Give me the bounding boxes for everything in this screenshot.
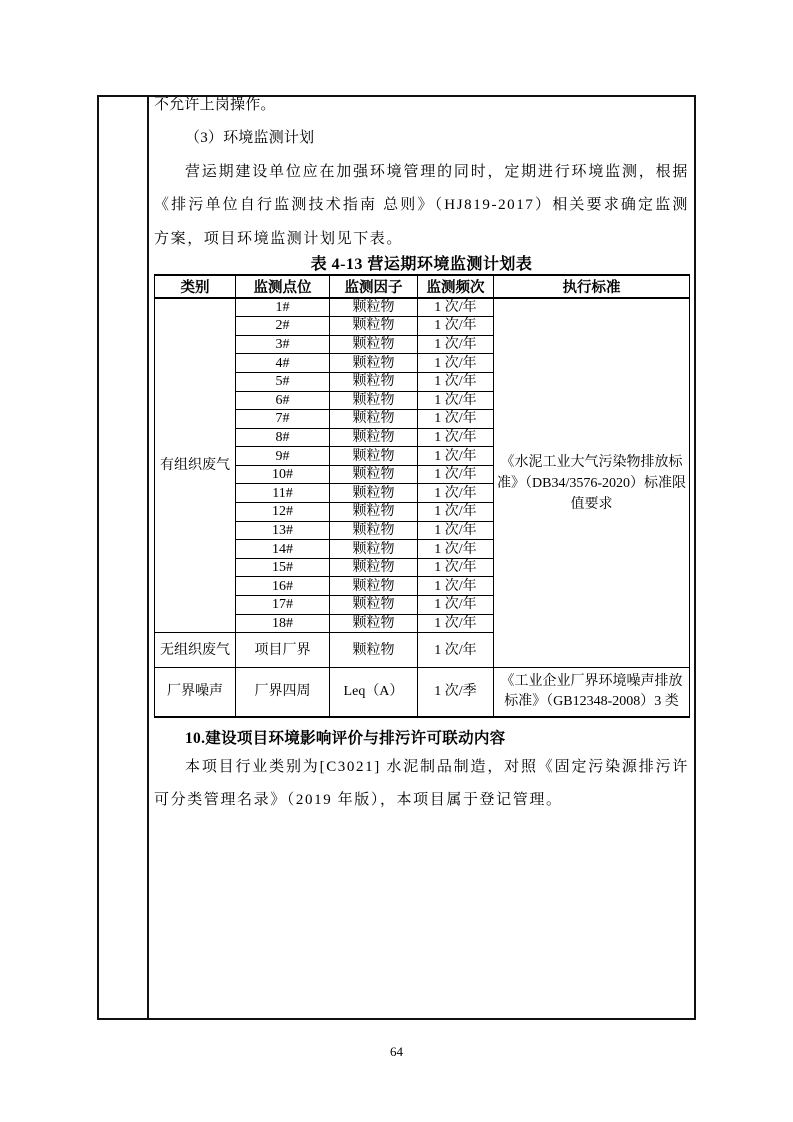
organized-gas-row (155, 298, 690, 317)
monitor-frequency-cell: 1 次/年 (418, 521, 494, 540)
table-header-row (155, 275, 690, 298)
header-factor: 监测因子 (330, 275, 418, 298)
form-left-column (99, 97, 149, 1018)
monitor-point-cell: 18# (236, 614, 330, 633)
monitor-point-cell: 10# (236, 465, 330, 484)
monitor-point-cell: 16# (236, 577, 330, 596)
monitor-frequency-cell: 1 次/年 (418, 372, 494, 391)
monitor-factor-cell: 颗粒物 (330, 317, 418, 336)
standard-air-cell: 《水泥工业大气污染物排放标准》（DB34/3576-2020）标准限值要求 (494, 298, 690, 668)
monitor-factor-cell: 颗粒物 (330, 298, 418, 317)
monitor-frequency-cell: 1 次/年 (418, 465, 494, 484)
paragraph-monitoring-plan: 营运期建设单位应在加强环境管理的同时，定期进行环境监测，根据《排污单位自行监测技术指南 总则》（HJ819-2017）相关要求确定监测方案，项目环境监测计划见下表。 (154, 163, 689, 247)
table-title: 表 4-13 营运期环境监测计划表 (310, 256, 533, 274)
category-organized-gas: 有组织废气 (155, 298, 236, 633)
boundary-noise-row (155, 668, 690, 717)
monitor-point-cell: 8# (236, 428, 330, 447)
monitor-factor-cell: 颗粒物 (330, 465, 418, 484)
monitor-factor-cell: 颗粒物 (330, 596, 418, 615)
report-form-frame (97, 95, 696, 1020)
monitor-factor-cell: 颗粒物 (330, 484, 418, 503)
monitor-point-cell: 15# (236, 558, 330, 577)
monitor-factor-cell: 颗粒物 (330, 614, 418, 633)
monitor-point-cell: 17# (236, 596, 330, 615)
section-10-paragraph: 本项目行业类别为[C3021] 水泥制品制造，对照《固定污染源排污许可分类管理名录》（2019 年版），本项目属于登记管理。 (154, 758, 689, 809)
monitor-frequency-cell: 1 次/年 (418, 577, 494, 596)
header-frequency: 监测频次 (418, 275, 494, 298)
monitor-frequency-cell: 1 次/年 (418, 558, 494, 577)
monitor-frequency-cell: 1 次/年 (418, 503, 494, 522)
monitor-factor-cell: 颗粒物 (330, 391, 418, 410)
header-category: 类别 (155, 275, 236, 298)
monitor-frequency-cell: 1 次/年 (418, 391, 494, 410)
monitor-factor-cell: 颗粒物 (330, 503, 418, 522)
monitor-point-cell: 13# (236, 521, 330, 540)
monitor-frequency-cell: 1 次/年 (418, 317, 494, 336)
monitoring-plan-table (154, 274, 690, 718)
section-10-heading: 10.建设项目环境影响评价与排污许可联动内容 (185, 729, 506, 747)
monitor-point-cell: 4# (236, 354, 330, 373)
monitor-factor-cell: 颗粒物 (330, 410, 418, 429)
monitor-frequency-cell: 1 次/年 (418, 354, 494, 373)
monitor-factor-cell: 颗粒物 (330, 558, 418, 577)
monitor-frequency-cell: 1 次/年 (418, 614, 494, 633)
monitor-point-cell: 1# (236, 298, 330, 317)
monitor-frequency-cell: 1 次/年 (418, 596, 494, 615)
monitor-factor-cell: 颗粒物 (330, 428, 418, 447)
monitor-frequency-cell: 1 次/年 (418, 428, 494, 447)
paragraph-continuation: 不允许上岗操作。 (154, 97, 276, 113)
monitor-frequency-cell: 1 次/年 (418, 298, 494, 317)
subheading-monitoring-plan: （3）环境监测计划 (185, 130, 315, 147)
monitor-point-cell: 12# (236, 503, 330, 522)
monitor-point-cell: 7# (236, 410, 330, 429)
page-number: 64 (390, 1044, 403, 1059)
monitor-point-cell: 5# (236, 372, 330, 391)
monitor-factor-cell: 颗粒物 (330, 540, 418, 559)
monitor-point-cell: 3# (236, 335, 330, 354)
monitor-factor-cell: 颗粒物 (330, 633, 418, 668)
monitor-frequency-cell: 1 次/年 (418, 540, 494, 559)
header-point: 监测点位 (236, 275, 330, 298)
monitor-factor-cell: 颗粒物 (330, 335, 418, 354)
monitor-point-cell: 2# (236, 317, 330, 336)
monitor-point-cell: 14# (236, 540, 330, 559)
header-standard: 执行标准 (494, 275, 690, 298)
monitor-table-body (155, 298, 690, 717)
monitor-factor-cell: Leq（A） (330, 668, 418, 717)
monitor-point-cell: 厂界四周 (236, 668, 330, 717)
standard-noise-cell: 《工业企业厂界环境噪声排放标准》（GB12348-2008）3 类 (494, 668, 690, 717)
monitor-frequency-cell: 1 次/年 (418, 633, 494, 668)
monitor-factor-cell: 颗粒物 (330, 577, 418, 596)
monitor-point-cell: 项目厂界 (236, 633, 330, 668)
monitor-frequency-cell: 1 次/年 (418, 410, 494, 429)
form-content-cell (149, 97, 694, 1018)
category-boundary-noise: 厂界噪声 (155, 668, 236, 717)
category-unorganized-gas: 无组织废气 (155, 633, 236, 668)
monitor-frequency-cell: 1 次/季 (418, 668, 494, 717)
monitor-point-cell: 9# (236, 447, 330, 466)
monitor-factor-cell: 颗粒物 (330, 447, 418, 466)
monitor-factor-cell: 颗粒物 (330, 372, 418, 391)
monitor-point-cell: 11# (236, 484, 330, 503)
monitor-frequency-cell: 1 次/年 (418, 484, 494, 503)
monitor-factor-cell: 颗粒物 (330, 521, 418, 540)
monitor-frequency-cell: 1 次/年 (418, 447, 494, 466)
monitor-factor-cell: 颗粒物 (330, 354, 418, 373)
monitor-frequency-cell: 1 次/年 (418, 335, 494, 354)
monitor-point-cell: 6# (236, 391, 330, 410)
